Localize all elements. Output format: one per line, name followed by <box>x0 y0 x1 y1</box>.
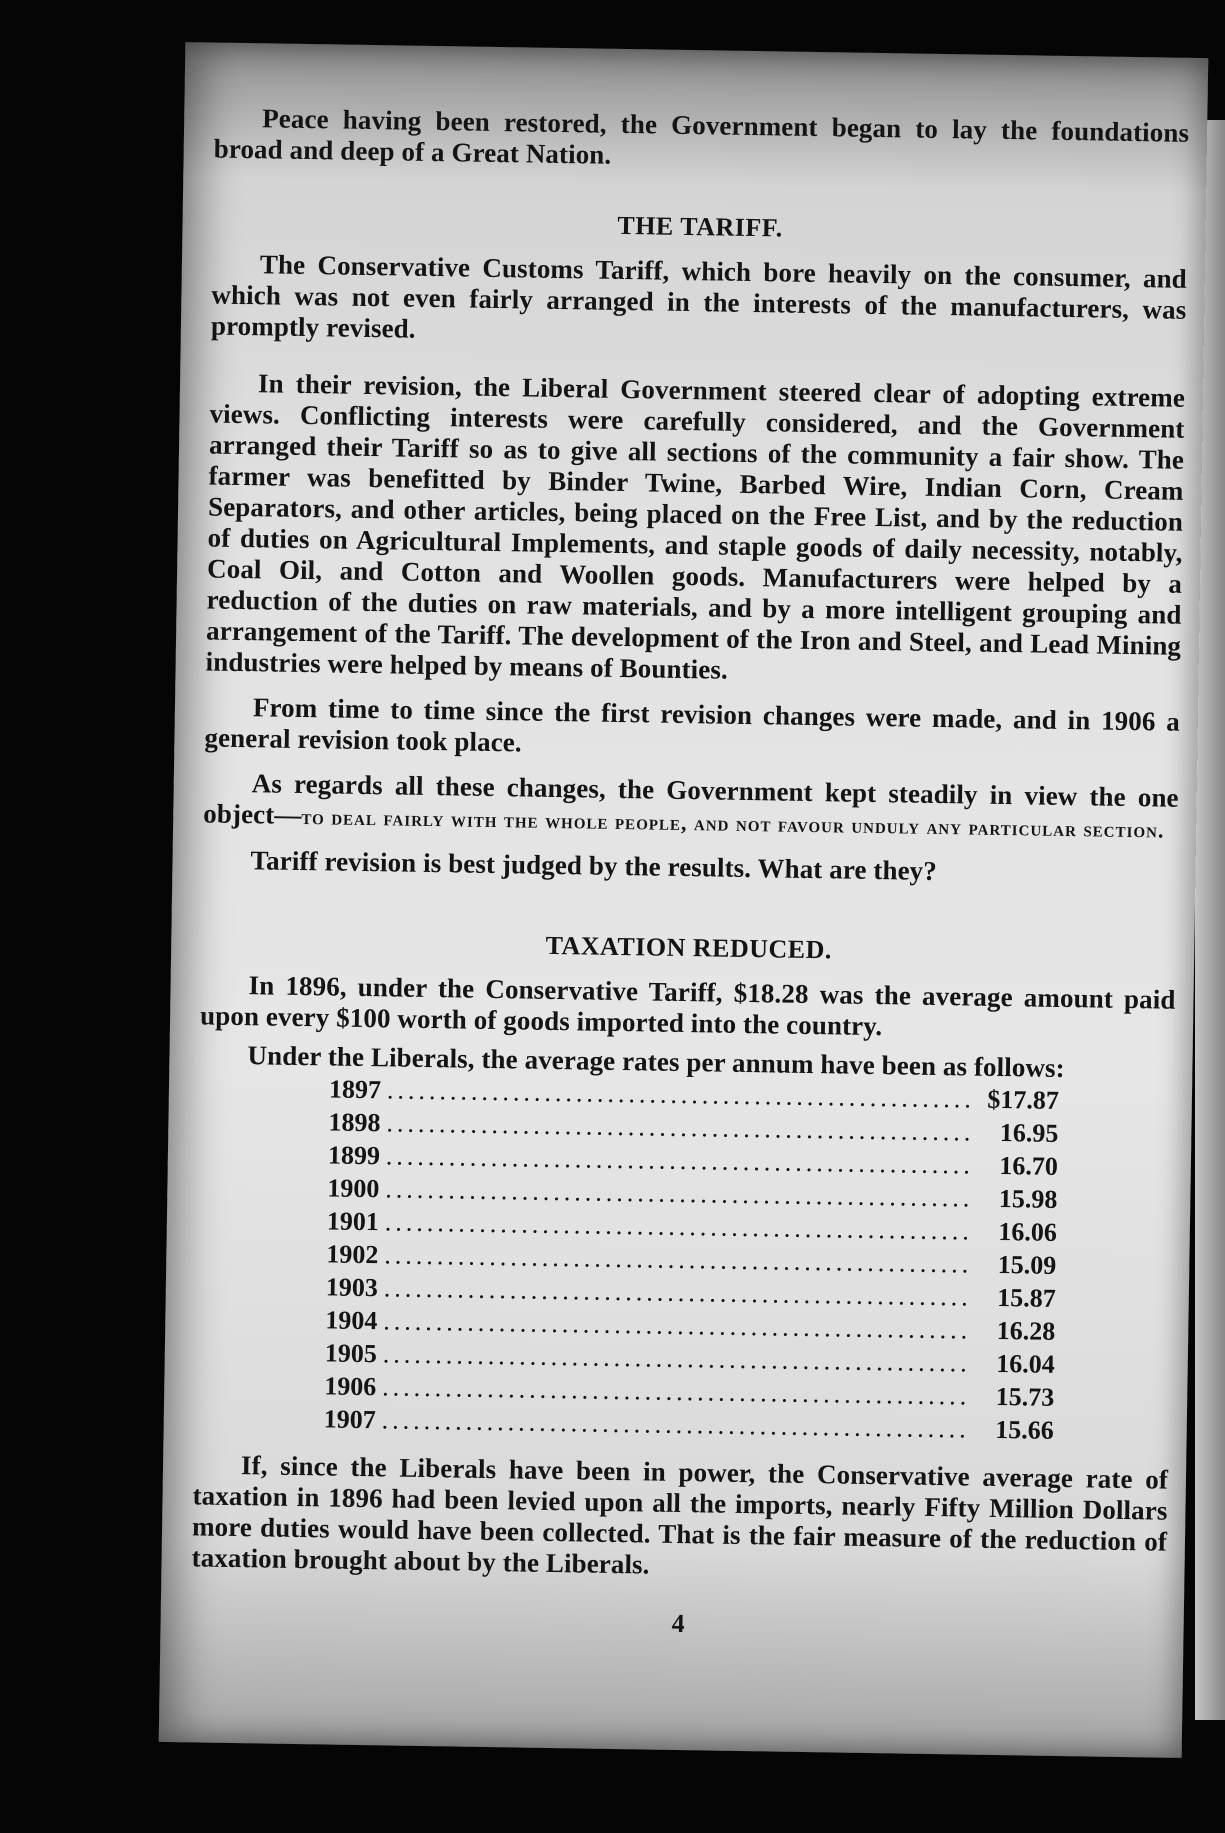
tariff-paragraph-5: Tariff revision is best judged by the results. What are they? <box>250 845 938 886</box>
rate-year: 1901 <box>326 1206 380 1237</box>
rate-year: 1898 <box>328 1107 381 1138</box>
tariff-paragraph-4-text: As regards all these changes, the Government kept steadily in view the one object— <box>203 768 1179 830</box>
rate-year: 1902 <box>326 1239 379 1270</box>
document-page <box>159 42 1209 1758</box>
dot-leader <box>387 1075 971 1114</box>
rate-value: 16.70 <box>999 1150 1059 1181</box>
taxation-paragraph-1: In 1896, under the Conservative Tariff, $18.28 was the average amount paid upon every $100 worth of goods imported into the country. <box>199 970 1176 1042</box>
tariff-paragraph-4-caps: to deal fairly with the whole people, and not favour unduly any particular section. <box>301 803 1165 843</box>
tariff-heading: THE TARIFF. <box>617 210 783 243</box>
taxation-paragraph-2: If, since the Liberals have been in power, the Conservative average rate of taxation in 1896 had been levied upon all the imports, nearly Fifty Million Dollars more duties would have been collected. That is the fair measure of the reduction of taxation brought about by the Liberals. <box>191 1450 1169 1580</box>
intro-paragraph: Peace having been restored, the Government began to lay the foundations broad and deep of a Great Nation. <box>213 103 1190 170</box>
tariff-paragraph-1: The Conservative Customs Tariff, which bore heavily on the consumer, and which was not even fairly arranged in the interests of the manufacturers, was promptly revised. <box>210 249 1188 344</box>
rates-table <box>324 1074 1060 1448</box>
rate-value: 16.04 <box>996 1348 1055 1379</box>
rate-year: 1900 <box>327 1173 380 1204</box>
rate-value: 15.66 <box>994 1414 1054 1445</box>
rate-value: 15.98 <box>998 1183 1058 1214</box>
tariff-paragraph-4 <box>203 767 1179 845</box>
rate-value: 15.09 <box>997 1249 1057 1280</box>
rate-year: 1907 <box>323 1404 377 1435</box>
rate-value: 15.87 <box>997 1282 1057 1313</box>
rate-value: 16.06 <box>998 1216 1058 1247</box>
rates-intro: Under the Liberals, the average rates per annum have been as follows: <box>247 1040 1066 1084</box>
rate-value: 15.73 <box>995 1381 1055 1412</box>
tariff-paragraph-3: From time to time since the first revision changes were made, and in 1906 a general revision took place. <box>204 692 1181 758</box>
page-content <box>190 103 1189 1647</box>
rate-value: 16.95 <box>999 1118 1059 1148</box>
tariff-paragraph-2: In their revision, the Liberal Government steered clear of adopting extreme views. Conflicting interests were carefully considered, and the Government arranged their Tariff so as to give all sections of the community a fair show. The farmer was benefitted by Binder Twine, Barbed Wire, Indian Corn, Cream Separators, and other articles, being placed on the Free List, and by the reduction of duties on Agricultural Implements, and staple goods of daily necessity, notably, Coal Oil, and Cotton and Woollen goods. Manufacturers were helped by a reduction of the duties on raw materials, and by a more intelligent grouping and arrangement of the Tariff. The development of the Iron and Steel, and Lead Mining industries were helped by means of Bounties. <box>205 368 1186 685</box>
rate-year: 1905 <box>324 1338 378 1369</box>
rate-year: 1903 <box>325 1272 379 1303</box>
taxation-heading: TAXATION REDUCED. <box>545 930 833 965</box>
rate-year: 1904 <box>325 1305 378 1336</box>
rate-year: 1897 <box>328 1074 382 1105</box>
rate-value: 16.28 <box>996 1315 1056 1346</box>
rate-year: 1899 <box>327 1140 381 1171</box>
rate-value: $17.87 <box>987 1084 1060 1115</box>
page-number: 4 <box>671 1608 685 1639</box>
rate-year: 1906 <box>324 1371 377 1402</box>
